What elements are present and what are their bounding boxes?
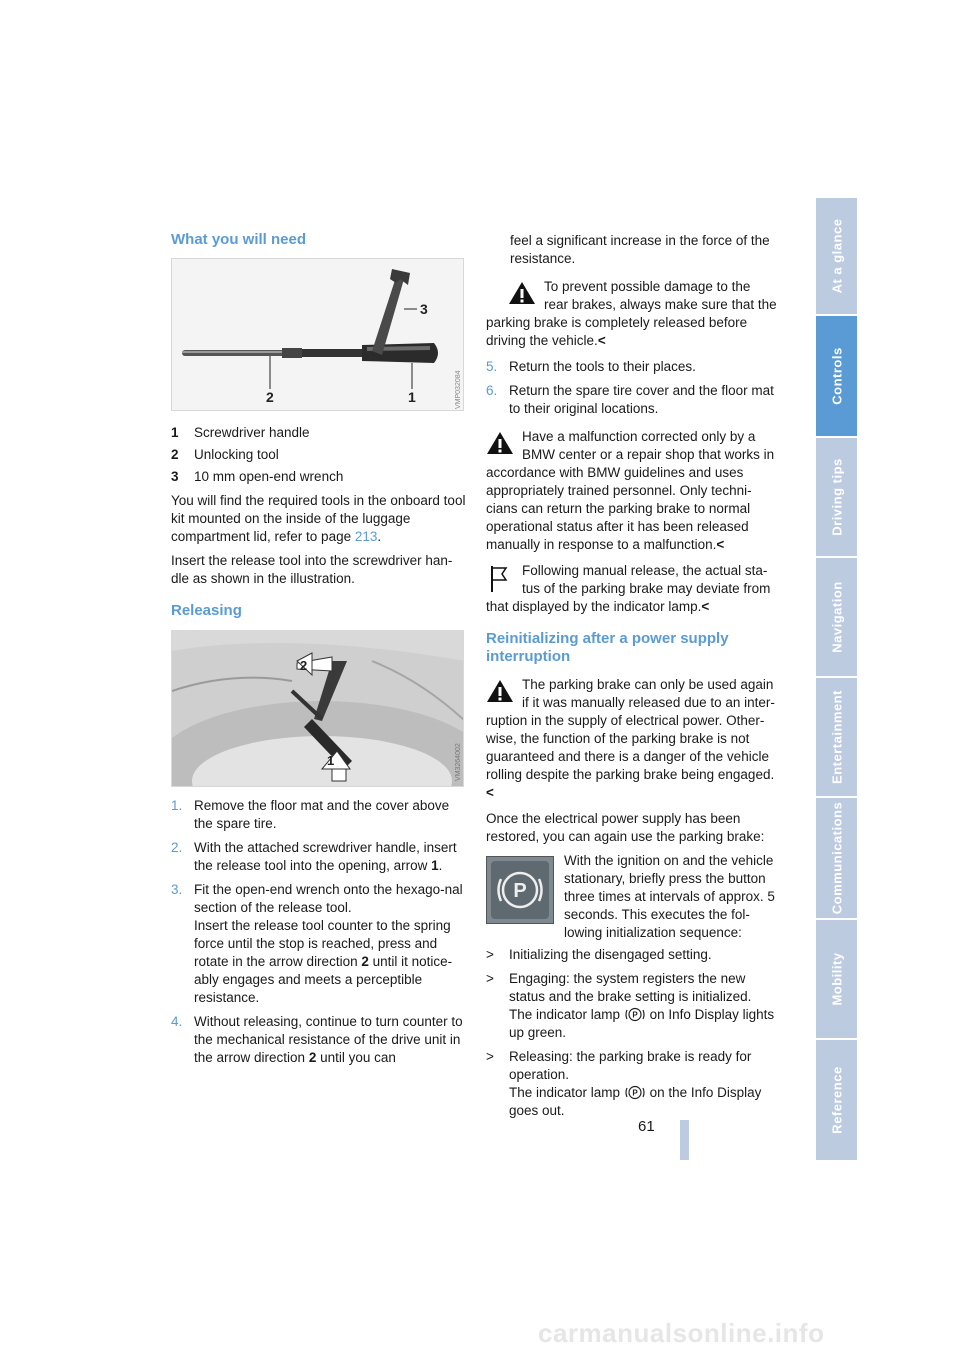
end-mark: < <box>597 333 606 348</box>
bullet-item: > Releasing: the parking brake is ready for operation. The indicator lamp P on the Info Display goes out. <box>486 1049 762 1118</box>
fig-label-2: 2 <box>266 389 274 405</box>
info-note-manual-release: Following manual release, the actual sta-tus of the parking brake may deviate from that displayed by the indicator lamp.< <box>486 563 771 614</box>
side-tab-mobility[interactable]: Mobility <box>816 920 857 1038</box>
parking-brake-icon <box>487 857 553 923</box>
section-heading-releasing: Releasing <box>171 602 242 619</box>
legend-item <box>171 424 466 442</box>
paragraph-insert: Insert the release tool into the screwdriver han-dle as shown in the illustration. <box>171 553 453 586</box>
side-tab-entertainment[interactable]: Entertainment <box>816 678 857 796</box>
warning-note-malfunction: Have a malfunction corrected only by a BMW center or a repair shop that works in accordance with BMW guidelines and uses appropriately trained personnel. Only techni-cians can return the parking brake to normal operational status after it has been released manually in response to a malfunction.< <box>486 429 775 552</box>
paragraph-continued: feel a significant increase in the force of the resistance. <box>510 233 770 266</box>
warning-note-brakes: To prevent possible damage to the rear brakes, always make sure that the parking brake is completely released before driving the vehicle.< <box>486 279 777 348</box>
legend-item <box>171 468 466 486</box>
fig-label-2: 2 <box>300 658 308 673</box>
side-tab-communications[interactable]: Communications <box>816 798 857 918</box>
warning-note-power: The parking brake can only be used again if it was manually released due to an inter-ruption in the supply of electrical power. Other-wise, the function of the parking brake is not guaranteed and there is a danger of the vehicle rolling despite the parking brake being engaged.< <box>486 677 775 800</box>
legend-num: 1 <box>171 425 179 440</box>
fig-label-1: 1 <box>327 753 335 768</box>
paragraph-toolkit: You will find the required tools in the onboard tool kit mounted on the inside of the luggage compartment lid, refer to page 213. <box>171 493 466 544</box>
step-4: 4. Without releasing, continue to turn counter to the mechanical resistance of the drive unit in the arrow direction 2 until you can <box>171 1014 463 1065</box>
release-drawing <box>172 631 464 787</box>
page-number: 61 <box>638 1118 655 1135</box>
section-heading-what-you-need: What you will need <box>171 231 307 248</box>
svg-text:P: P <box>632 1010 638 1020</box>
side-tab-controls[interactable]: Controls <box>816 316 857 436</box>
parking-brake-button-image <box>486 856 554 924</box>
indicator-lamp-icon <box>624 1007 646 1022</box>
step-6: 6. Return the spare tire cover and the floor mat to their original locations. <box>486 383 774 416</box>
legend-text: Screwdriver handle <box>194 425 310 440</box>
paragraph-power-restored: Once the electrical power supply has been restored, you can again use the parking brake: <box>486 811 765 844</box>
bullet-item: > Initializing the disengaged setting. <box>486 947 712 962</box>
warning-triangle-icon <box>486 430 514 456</box>
left-column <box>171 230 466 258</box>
left-column-body <box>171 424 466 594</box>
right-column <box>486 232 778 1126</box>
side-tab-at-a-glance[interactable]: At a glance <box>816 198 857 314</box>
fig-label-1: 1 <box>408 389 416 405</box>
release-steps <box>171 797 466 1073</box>
watermark: carmanualsonline.info <box>538 1318 825 1348</box>
fig-label-3: 3 <box>420 301 428 317</box>
legend-num: 2 <box>171 447 179 462</box>
button-instruction <box>486 852 778 942</box>
tools-drawing <box>172 259 464 411</box>
page-link[interactable]: 213 <box>354 529 378 544</box>
step-2: 2. With the attached screwdriver handle, insert the release tool into the opening, arrow 1. <box>171 840 457 873</box>
warning-triangle-icon <box>486 678 514 704</box>
warning-triangle-icon <box>508 280 536 306</box>
screwdriver-handle <box>362 343 438 363</box>
side-tab-driving-tips[interactable]: Driving tips <box>816 438 857 556</box>
step-1: 1. Remove the floor mat and the cover above the spare tire. <box>171 798 450 831</box>
legend-item <box>171 446 466 464</box>
page-number-bar <box>680 1120 689 1160</box>
legend-text: 10 mm open-end wrench <box>194 469 344 484</box>
side-tab-reference[interactable]: Reference <box>816 1040 857 1160</box>
legend-text: Unlocking tool <box>194 447 279 462</box>
side-tab-navigation[interactable]: Navigation <box>816 558 857 676</box>
fig-code: VMP032084 <box>455 370 462 409</box>
fig-code: VM3264002 <box>455 743 462 781</box>
step-3: 3. Fit the open-end wrench onto the hexago-nal section of the release tool. Insert the release tool counter to the spring force until the stop is reached, press and rotate in the arrow direction 2 until it notice-ably engages and meets a perceptible resistance. <box>171 882 463 1005</box>
step-5: 5. Return the tools to their places. <box>486 359 696 374</box>
tools-illustration <box>171 258 464 411</box>
legend-num: 3 <box>171 469 179 484</box>
indicator-lamp-icon <box>624 1085 646 1100</box>
bullet-item: > Engaging: the system registers the new status and the brake setting is initialized. The indicator lamp P on Info Display lights up green. <box>486 971 775 1040</box>
release-illustration <box>171 630 464 787</box>
section-heading-reinitializing: Reinitializing after a power supply interruption <box>486 630 729 665</box>
svg-text:P: P <box>513 880 527 902</box>
button-instruction-text: With the ignition on and the vehicle stationary, briefly press the button three times at intervals of approx. 5 seconds. This executes the fol-lowing initialization sequence: <box>564 853 775 940</box>
note-flag-icon <box>486 564 514 594</box>
svg-text:P: P <box>632 1088 638 1098</box>
